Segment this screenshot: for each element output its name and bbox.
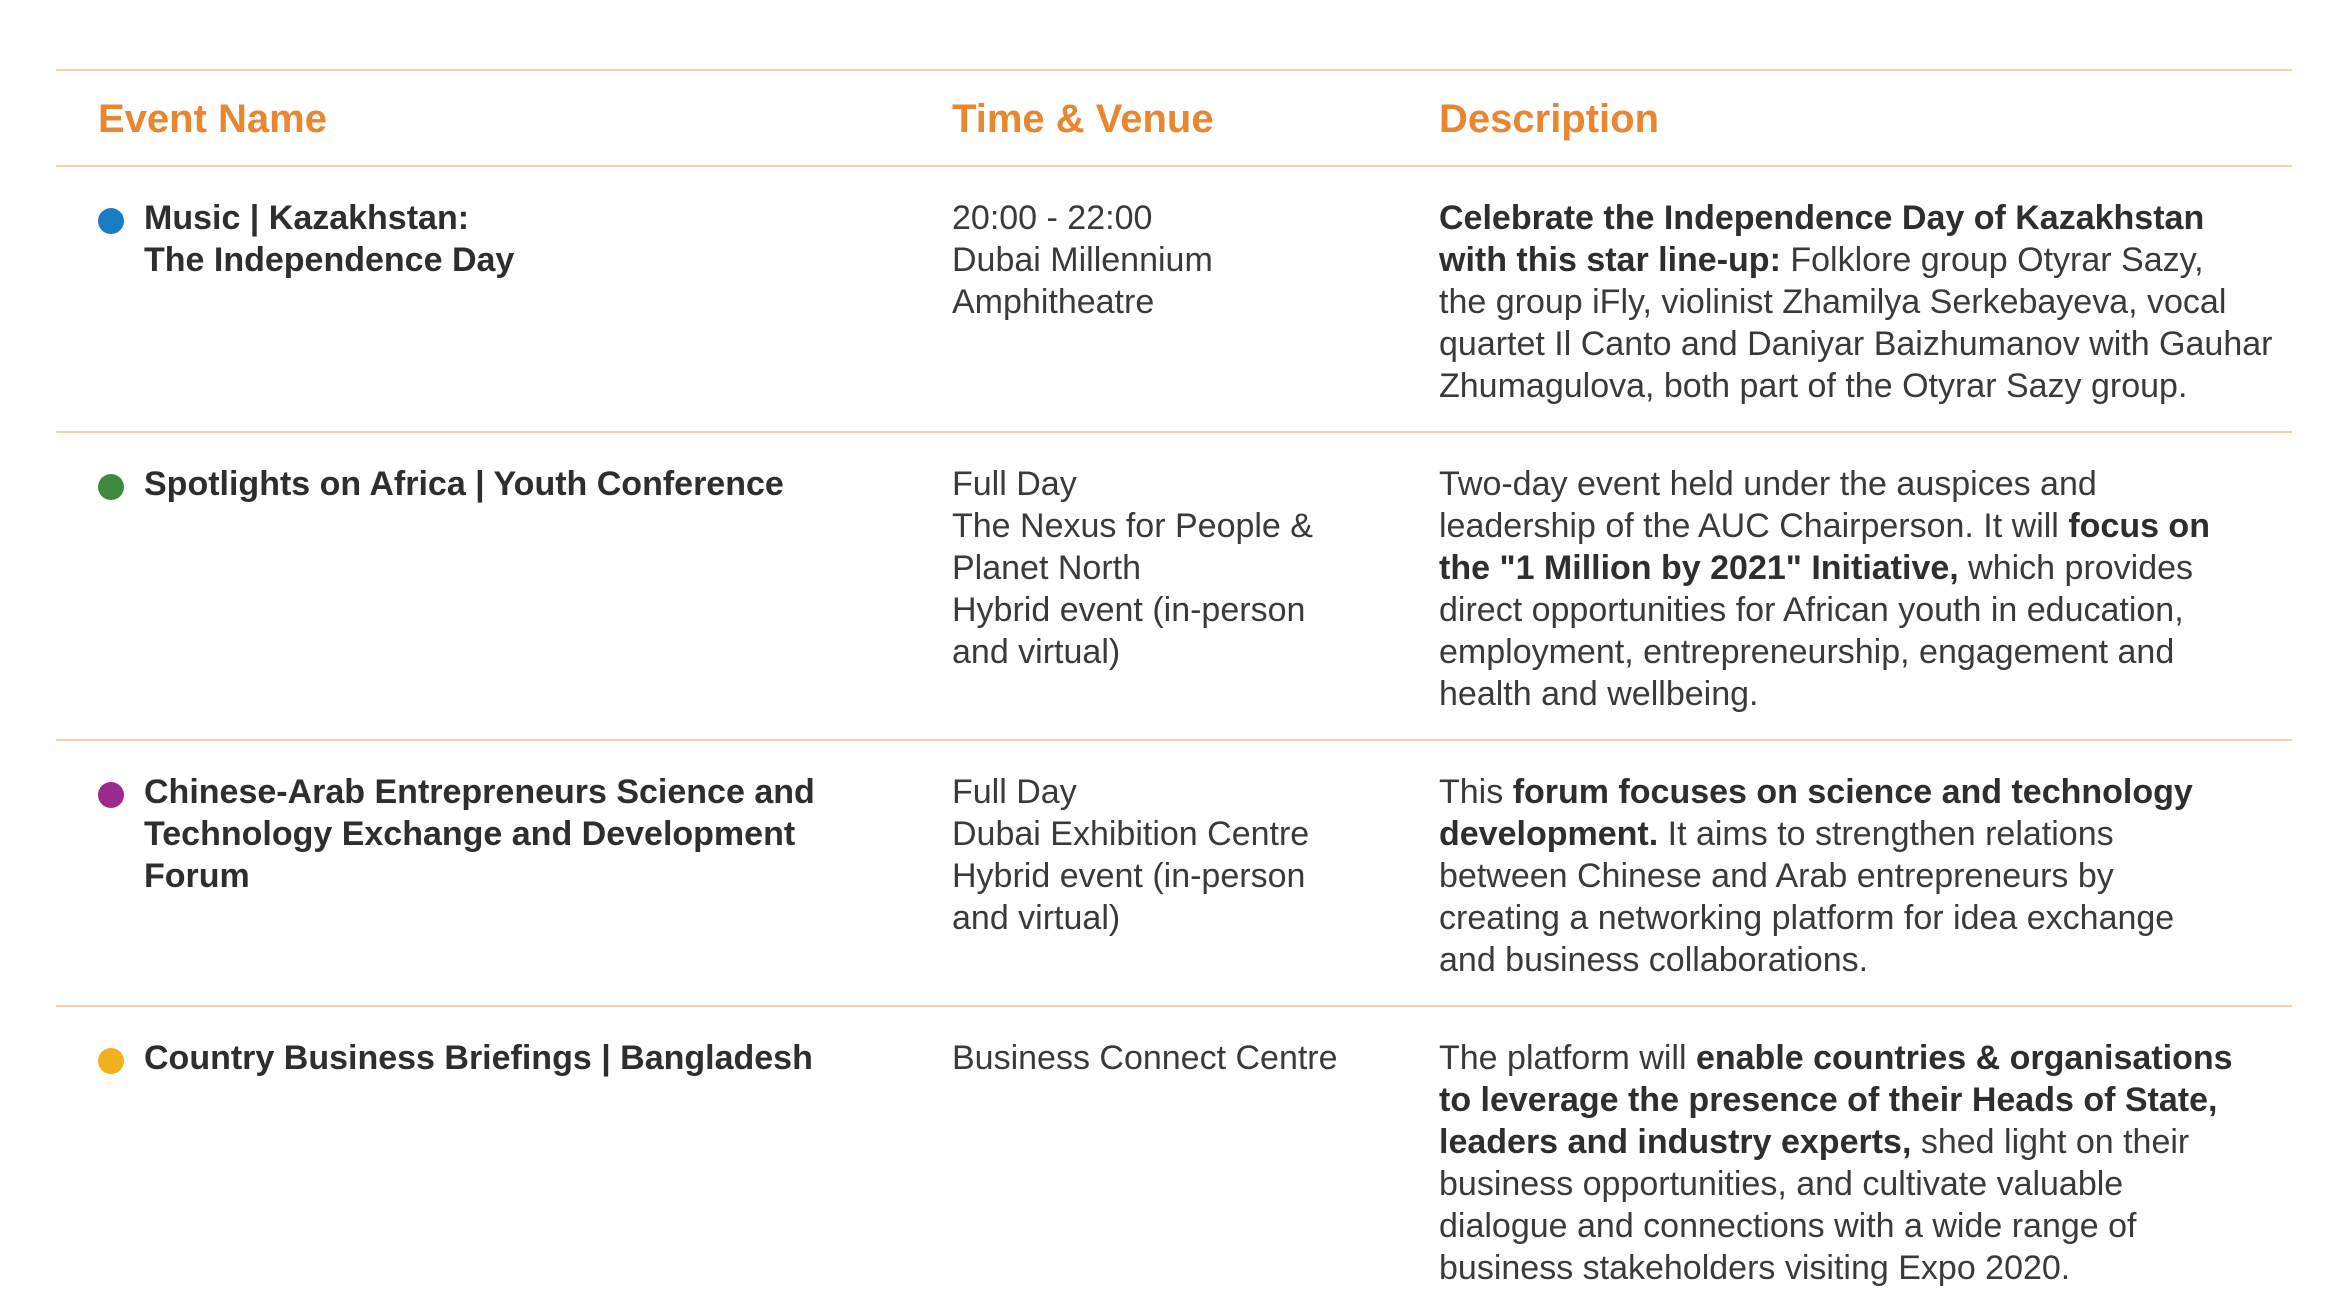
event-description: [1439, 463, 2289, 715]
event-description: [1439, 771, 2289, 981]
description-bold-text: with this star line-up:: [1439, 241, 1781, 279]
description-text: the group iFly, violinist Zhamilya Serkebayeva, vocal: [1439, 283, 2227, 321]
description-line: [1439, 239, 2289, 281]
description-text: which provides: [1958, 549, 2194, 587]
description-line: [1439, 505, 2289, 547]
event-name-line: Chinese-Arab Entrepreneurs Science and: [144, 773, 815, 811]
event-name-line: Spotlights on Africa | Youth Conference: [144, 465, 784, 503]
green-dot-icon: [98, 474, 124, 500]
event-name: [144, 197, 884, 281]
event-name: [144, 463, 884, 505]
event-name-line: Music | Kazakhstan:: [144, 199, 470, 237]
time-venue-line: Full Day: [952, 773, 1077, 811]
description-line: [1439, 197, 2289, 239]
time-venue-line: Dubai Exhibition Centre: [952, 815, 1310, 853]
time-venue-line: Hybrid event (in-person: [952, 591, 1306, 629]
description-text: dialogue and connections with a wide range of: [1439, 1207, 2137, 1245]
description-line: [1439, 1163, 2289, 1205]
description-text: and business collaborations.: [1439, 941, 1869, 979]
description-line: [1439, 281, 2289, 323]
event-name-line: The Independence Day: [144, 241, 515, 279]
table-row: [56, 741, 2292, 1005]
purple-dot-icon: [98, 782, 124, 808]
description-line: [1439, 855, 2289, 897]
description-text: between Chinese and Arab entrepreneurs by: [1439, 857, 2114, 895]
description-bold-text: Celebrate the Independence Day of Kazakhstan: [1439, 199, 2205, 237]
event-time-venue: [952, 1037, 1392, 1079]
yellow-dot-icon: [98, 1048, 124, 1074]
description-text: business stakeholders visiting Expo 2020.: [1439, 1249, 2071, 1287]
table-row: [56, 433, 2292, 739]
event-name-line: Forum: [144, 857, 250, 895]
table-row: [56, 1007, 2292, 1297]
description-line: [1439, 1205, 2289, 1247]
time-venue-line: Hybrid event (in-person: [952, 857, 1306, 895]
time-venue-line: Planet North: [952, 549, 1141, 587]
description-line: [1439, 939, 2289, 981]
description-bold-text: leaders and industry experts,: [1439, 1123, 1912, 1161]
description-line: [1439, 631, 2289, 673]
description-text: quartet Il Canto and Daniyar Baizhumanov with Gauhar: [1439, 325, 2273, 363]
time-venue-line: Full Day: [952, 465, 1077, 503]
description-text: Zhumagulova, both part of the Otyrar Sazy group.: [1439, 367, 2188, 405]
description-text: health and wellbeing.: [1439, 675, 1759, 713]
event-name-line: Country Business Briefings | Bangladesh: [144, 1039, 813, 1077]
description-line: [1439, 1079, 2289, 1121]
description-bold-text: focus on: [2068, 507, 2210, 545]
description-bold-text: development.: [1439, 815, 1659, 853]
description-line: [1439, 673, 2289, 715]
table-header-row: [56, 71, 2292, 165]
event-time-venue: [952, 197, 1392, 323]
description-line: [1439, 589, 2289, 631]
description-text: leadership of the AUC Chairperson. It will: [1439, 507, 2069, 545]
description-bold-text: enable countries & organisations: [1695, 1039, 2233, 1077]
table-row: [56, 167, 2292, 431]
description-line: [1439, 547, 2289, 589]
event-description: [1439, 197, 2289, 407]
description-text: shed light on their: [1911, 1123, 2190, 1161]
description-text: creating a networking platform for idea exchange: [1439, 899, 2175, 937]
header-event-name: Event Name: [98, 97, 327, 141]
time-venue-line: Business Connect Centre: [952, 1039, 1338, 1077]
description-bold-text: the "1 Million by 2021" Initiative,: [1439, 549, 1959, 587]
header-description: Description: [1439, 97, 1660, 141]
blue-dot-icon: [98, 208, 124, 234]
description-text: The platform will: [1439, 1039, 1696, 1077]
description-bold-text: forum focuses on science and technology: [1512, 773, 2193, 811]
events-table: [56, 69, 2292, 1297]
event-time-venue: [952, 771, 1392, 939]
header-time-venue: Time & Venue: [952, 97, 1214, 141]
event-name-line: Technology Exchange and Development: [144, 815, 796, 853]
description-bold-text: to leverage the presence of their Heads of State,: [1439, 1081, 2218, 1119]
description-line: [1439, 897, 2289, 939]
time-venue-line: Amphitheatre: [952, 283, 1155, 321]
description-text: This: [1439, 773, 1513, 811]
description-text: Two-day event held under the auspices and: [1439, 465, 2097, 503]
description-line: [1439, 1121, 2289, 1163]
description-text: Folklore group Otyrar Sazy,: [1780, 241, 2204, 279]
description-line: [1439, 1247, 2289, 1289]
description-line: [1439, 813, 2289, 855]
time-venue-line: 20:00 - 22:00: [952, 199, 1153, 237]
event-description: [1439, 1037, 2289, 1289]
description-line: [1439, 1037, 2289, 1079]
time-venue-line: and virtual): [952, 633, 1121, 671]
time-venue-line: Dubai Millennium: [952, 241, 1213, 279]
description-line: [1439, 323, 2289, 365]
event-name: [144, 1037, 884, 1079]
time-venue-line: and virtual): [952, 899, 1121, 937]
description-text: It aims to strengthen relations: [1658, 815, 2114, 853]
description-text: business opportunities, and cultivate valuable: [1439, 1165, 2124, 1203]
description-line: [1439, 365, 2289, 407]
event-time-venue: [952, 463, 1392, 673]
event-name: [144, 771, 884, 897]
description-text: direct opportunities for African youth in education,: [1439, 591, 2184, 629]
description-text: employment, entrepreneurship, engagement and: [1439, 633, 2175, 671]
description-line: [1439, 463, 2289, 505]
time-venue-line: The Nexus for People &: [952, 507, 1313, 545]
description-line: [1439, 771, 2289, 813]
